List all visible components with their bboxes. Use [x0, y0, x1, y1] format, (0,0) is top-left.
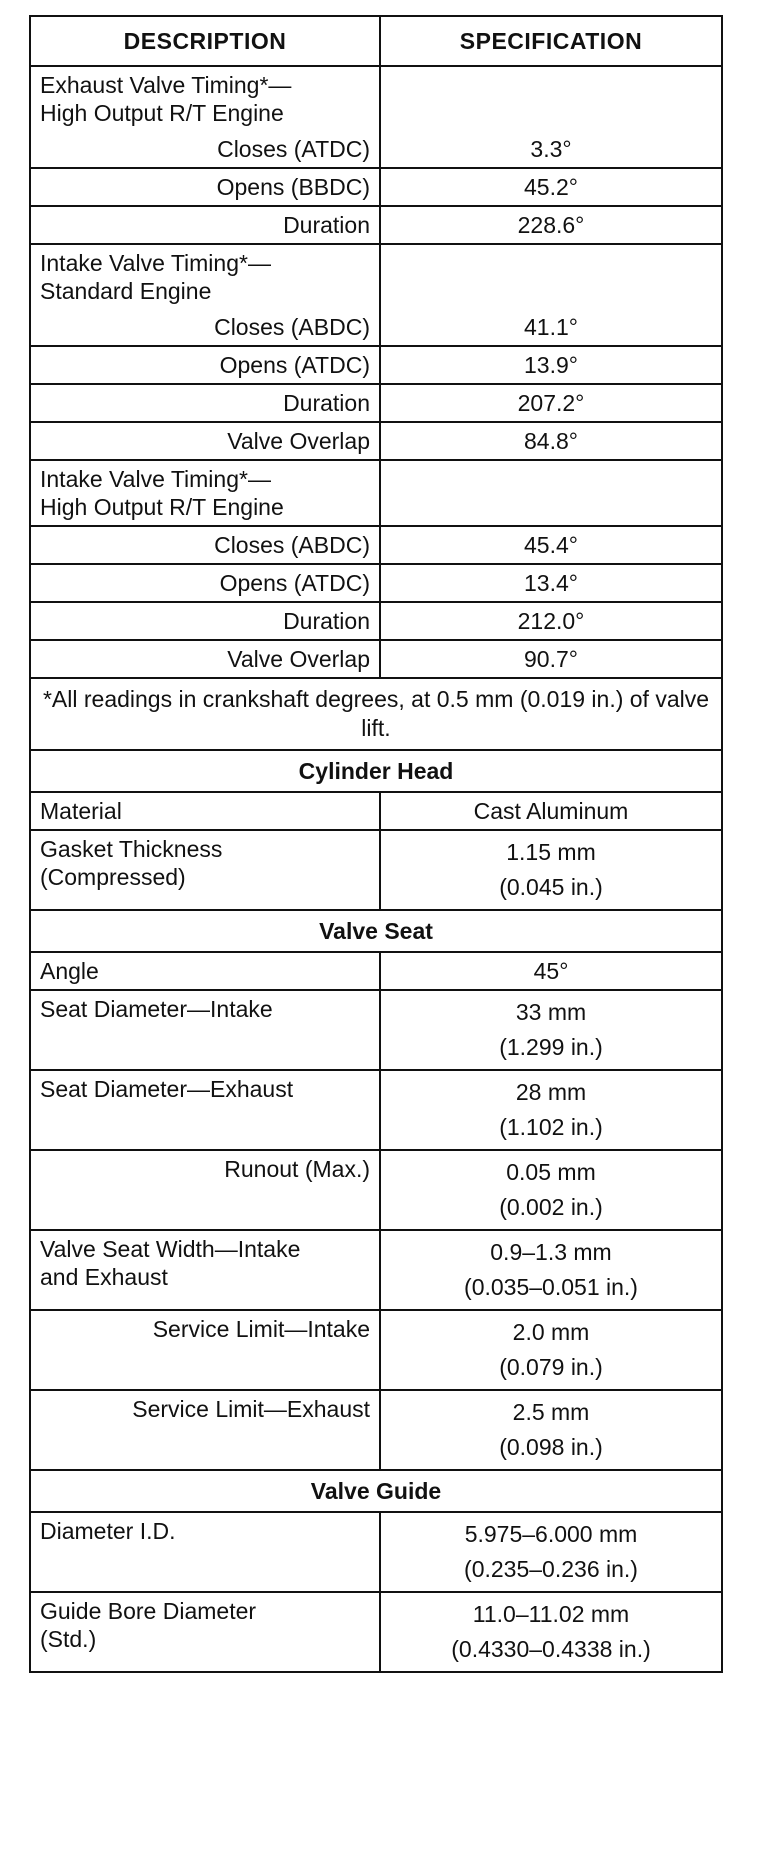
- table-row: [30, 640, 722, 678]
- label-line: Guide Bore Diameter: [40, 1598, 257, 1624]
- table-row: [30, 952, 722, 990]
- label-line: Gasket Thickness: [40, 836, 223, 862]
- footnote: *All readings in crankshaft degrees, at 0.5 mm (0.019 in.) of valve lift.: [30, 678, 722, 750]
- table-row: [30, 131, 722, 168]
- row-label: Closes (ABDC): [30, 309, 380, 346]
- section-title-cylinder-head: Cylinder Head: [30, 750, 722, 792]
- row-label: Closes (ABDC): [30, 526, 380, 564]
- specification-header: SPECIFICATION: [380, 16, 722, 66]
- row-label: [30, 1592, 380, 1672]
- description-header: DESCRIPTION: [30, 16, 380, 66]
- row-value: 212.0°: [380, 602, 722, 640]
- table-row: [30, 990, 722, 1070]
- table-row: [30, 460, 722, 526]
- row-value: 3.3°: [380, 131, 722, 168]
- label-line: Valve Seat Width—Intake: [40, 1236, 301, 1262]
- value-imperial: (1.102 in.): [499, 1114, 603, 1140]
- section-header-row: [30, 750, 722, 792]
- table-row: [30, 564, 722, 602]
- value-imperial: (0.002 in.): [499, 1194, 603, 1220]
- row-value: 41.1°: [380, 309, 722, 346]
- value-imperial: (1.299 in.): [499, 1034, 603, 1060]
- specification-table: [29, 15, 723, 1673]
- table-row: [30, 384, 722, 422]
- group-title-line: Intake Valve Timing*—: [40, 250, 271, 276]
- value-metric: 5.975–6.000 mm: [464, 1521, 638, 1547]
- row-label: Opens (BBDC): [30, 168, 380, 206]
- spec-cell-empty: [380, 460, 722, 526]
- group-title-line: Intake Valve Timing*—: [40, 466, 271, 492]
- row-label: Duration: [30, 602, 380, 640]
- table-row: [30, 206, 722, 244]
- group-title-line: High Output R/T Engine: [40, 494, 284, 520]
- value-imperial: (0.098 in.): [499, 1434, 603, 1460]
- label-line: (Compressed): [40, 864, 186, 890]
- row-value: 228.6°: [380, 206, 722, 244]
- spec-cell-empty: [380, 244, 722, 309]
- table-row: [30, 830, 722, 910]
- table-row: [30, 1310, 722, 1390]
- section-header-row: [30, 910, 722, 952]
- section-header-row: [30, 1470, 722, 1512]
- group-title-line: Exhaust Valve Timing*—: [40, 72, 292, 98]
- value-metric: 0.9–1.3 mm: [490, 1239, 612, 1265]
- table-header-row: [30, 16, 722, 66]
- row-value: [380, 1150, 722, 1230]
- row-label: Valve Overlap: [30, 422, 380, 460]
- value-metric: 33 mm: [515, 999, 587, 1025]
- spec-cell-empty: [380, 66, 722, 131]
- row-value: 84.8°: [380, 422, 722, 460]
- table-row: [30, 1230, 722, 1310]
- group-title-intake-high-output: [30, 460, 380, 526]
- row-value: 207.2°: [380, 384, 722, 422]
- value-metric: 1.15 mm: [506, 839, 596, 865]
- row-value: [380, 830, 722, 910]
- row-label: Duration: [30, 384, 380, 422]
- value-metric: 11.0–11.02 mm: [472, 1601, 630, 1627]
- table-row: [30, 526, 722, 564]
- row-label: Diameter I.D.: [30, 1512, 380, 1592]
- row-label: Valve Overlap: [30, 640, 380, 678]
- value-metric: 2.5 mm: [512, 1399, 590, 1425]
- row-value: 90.7°: [380, 640, 722, 678]
- row-label: Closes (ATDC): [30, 131, 380, 168]
- group-title-exhaust-high-output: [30, 66, 380, 131]
- table-row: [30, 1150, 722, 1230]
- table-row: [30, 1070, 722, 1150]
- table-row: [30, 66, 722, 131]
- row-value: [380, 1512, 722, 1592]
- section-title-valve-guide: Valve Guide: [30, 1470, 722, 1512]
- row-value: Cast Aluminum: [380, 792, 722, 830]
- row-label: Service Limit—Exhaust: [30, 1390, 380, 1470]
- row-label: Seat Diameter—Exhaust: [30, 1070, 380, 1150]
- value-imperial: (0.4330–0.4338 in.): [451, 1636, 651, 1662]
- value-imperial: (0.045 in.): [499, 874, 603, 900]
- row-label: Service Limit—Intake: [30, 1310, 380, 1390]
- table-row: [30, 422, 722, 460]
- table-row: [30, 678, 722, 750]
- table-row: [30, 309, 722, 346]
- row-value: 45°: [380, 952, 722, 990]
- table-row: [30, 1512, 722, 1592]
- row-label: Duration: [30, 206, 380, 244]
- value-imperial: (0.079 in.): [499, 1354, 603, 1380]
- value-imperial: (0.035–0.051 in.): [464, 1274, 638, 1300]
- row-label: Seat Diameter—Intake: [30, 990, 380, 1070]
- row-label: Material: [30, 792, 380, 830]
- row-value: 45.2°: [380, 168, 722, 206]
- row-value: [380, 1070, 722, 1150]
- row-label: Angle: [30, 952, 380, 990]
- row-value: [380, 1230, 722, 1310]
- table-row: [30, 792, 722, 830]
- table-row: [30, 346, 722, 384]
- table-row: [30, 168, 722, 206]
- row-label: [30, 1230, 380, 1310]
- label-line: (Std.): [40, 1626, 97, 1652]
- group-title-intake-standard: [30, 244, 380, 309]
- row-label: Runout (Max.): [30, 1150, 380, 1230]
- group-title-line: High Output R/T Engine: [40, 100, 284, 126]
- value-metric: 28 mm: [515, 1079, 587, 1105]
- group-title-line: Standard Engine: [40, 278, 212, 304]
- table-row: [30, 1592, 722, 1672]
- section-title-valve-seat: Valve Seat: [30, 910, 722, 952]
- row-label: [30, 830, 380, 910]
- row-value: [380, 990, 722, 1070]
- table-row: [30, 244, 722, 309]
- label-line: and Exhaust: [40, 1264, 168, 1290]
- row-value: 45.4°: [380, 526, 722, 564]
- table-row: [30, 1390, 722, 1470]
- value-metric: 0.05 mm: [506, 1159, 596, 1185]
- row-label: Opens (ATDC): [30, 564, 380, 602]
- value-metric: 2.0 mm: [512, 1319, 590, 1345]
- row-value: 13.4°: [380, 564, 722, 602]
- row-value: 13.9°: [380, 346, 722, 384]
- row-value: [380, 1592, 722, 1672]
- table-row: [30, 602, 722, 640]
- row-value: [380, 1310, 722, 1390]
- row-label: Opens (ATDC): [30, 346, 380, 384]
- value-imperial: (0.235–0.236 in.): [464, 1556, 638, 1582]
- row-value: [380, 1390, 722, 1470]
